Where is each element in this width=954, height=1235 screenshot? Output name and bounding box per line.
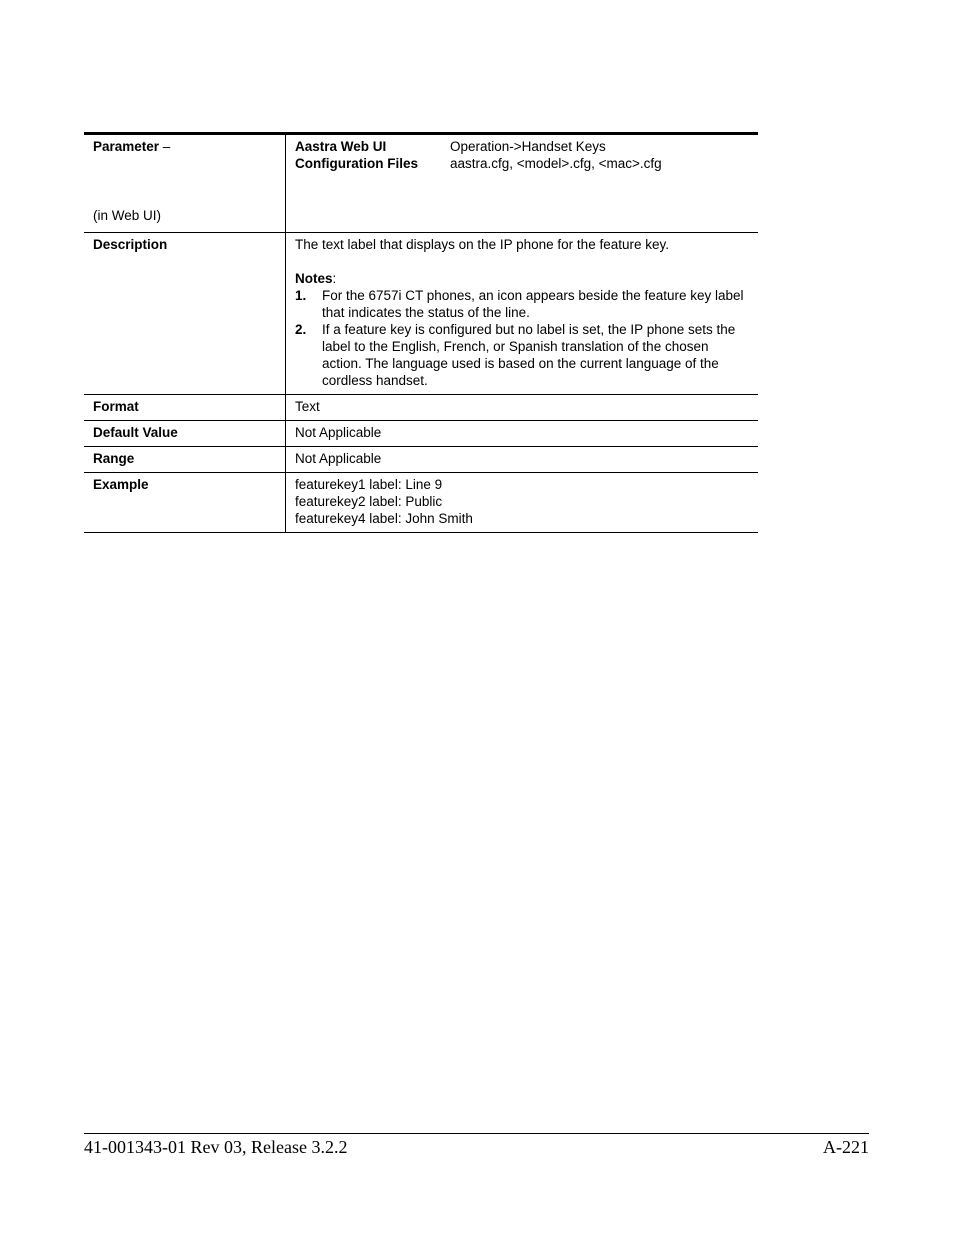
range-value: Not Applicable <box>286 447 759 473</box>
footer-doc-id: 41-001343-01 Rev 03, Release 3.2.2 <box>84 1137 348 1157</box>
example-value-cell <box>286 473 759 533</box>
format-row <box>84 395 758 421</box>
notes-list <box>295 287 750 389</box>
web-ui-key: Aastra Web UI <box>295 139 387 154</box>
example-line: featurekey1 label: Line 9 <box>295 477 443 492</box>
footer-divider <box>84 1133 869 1134</box>
note-number: 1. <box>295 288 307 303</box>
web-ui-value: Operation->Handset Keys <box>450 139 606 154</box>
notes-heading: Notes <box>295 271 333 286</box>
note-number: 2. <box>295 322 307 337</box>
format-label: Format <box>84 395 286 421</box>
example-line: featurekey4 label: John Smith <box>295 511 473 526</box>
example-row <box>84 473 758 533</box>
default-value-label: Default Value <box>84 421 286 447</box>
description-row <box>84 233 758 395</box>
description-label: Description <box>84 233 286 395</box>
list-item <box>295 321 750 389</box>
note-text: If a feature key is configured but no label is set, the IP phone sets the label to the English, French, or Spanish translation of the chosen action. The language used is based on the current language of the cordless handset. <box>322 322 736 388</box>
parameter-dash: – <box>159 139 171 154</box>
parameter-label-cell <box>84 134 286 233</box>
config-grid <box>295 138 750 172</box>
format-value: Text <box>286 395 759 421</box>
default-value-row <box>84 421 758 447</box>
notes-colon: : <box>332 271 337 286</box>
parameter-label: Parameter <box>93 139 160 154</box>
default-value: Not Applicable <box>286 421 759 447</box>
example-line: featurekey2 label: Public <box>295 494 443 509</box>
footer-page-number: A-221 <box>823 1137 869 1157</box>
note-text: For the 6757i CT phones, an icon appears beside the feature key label that indicates the status of the line. <box>322 288 744 320</box>
parameter-table <box>84 132 758 533</box>
notes-heading-line <box>295 270 750 287</box>
description-value-cell <box>286 233 759 395</box>
parameter-value-cell <box>286 134 759 233</box>
range-label: Range <box>84 447 286 473</box>
parameter-row <box>84 134 758 233</box>
config-files-value: aastra.cfg, <model>.cfg, <mac>.cfg <box>450 156 662 171</box>
list-item <box>295 287 750 321</box>
in-web-ui-label: (in Web UI) <box>93 208 162 223</box>
example-label: Example <box>84 473 286 533</box>
description-text: The text label that displays on the IP phone for the feature key. <box>295 237 669 252</box>
range-row <box>84 447 758 473</box>
config-files-key: Configuration Files <box>295 156 418 171</box>
